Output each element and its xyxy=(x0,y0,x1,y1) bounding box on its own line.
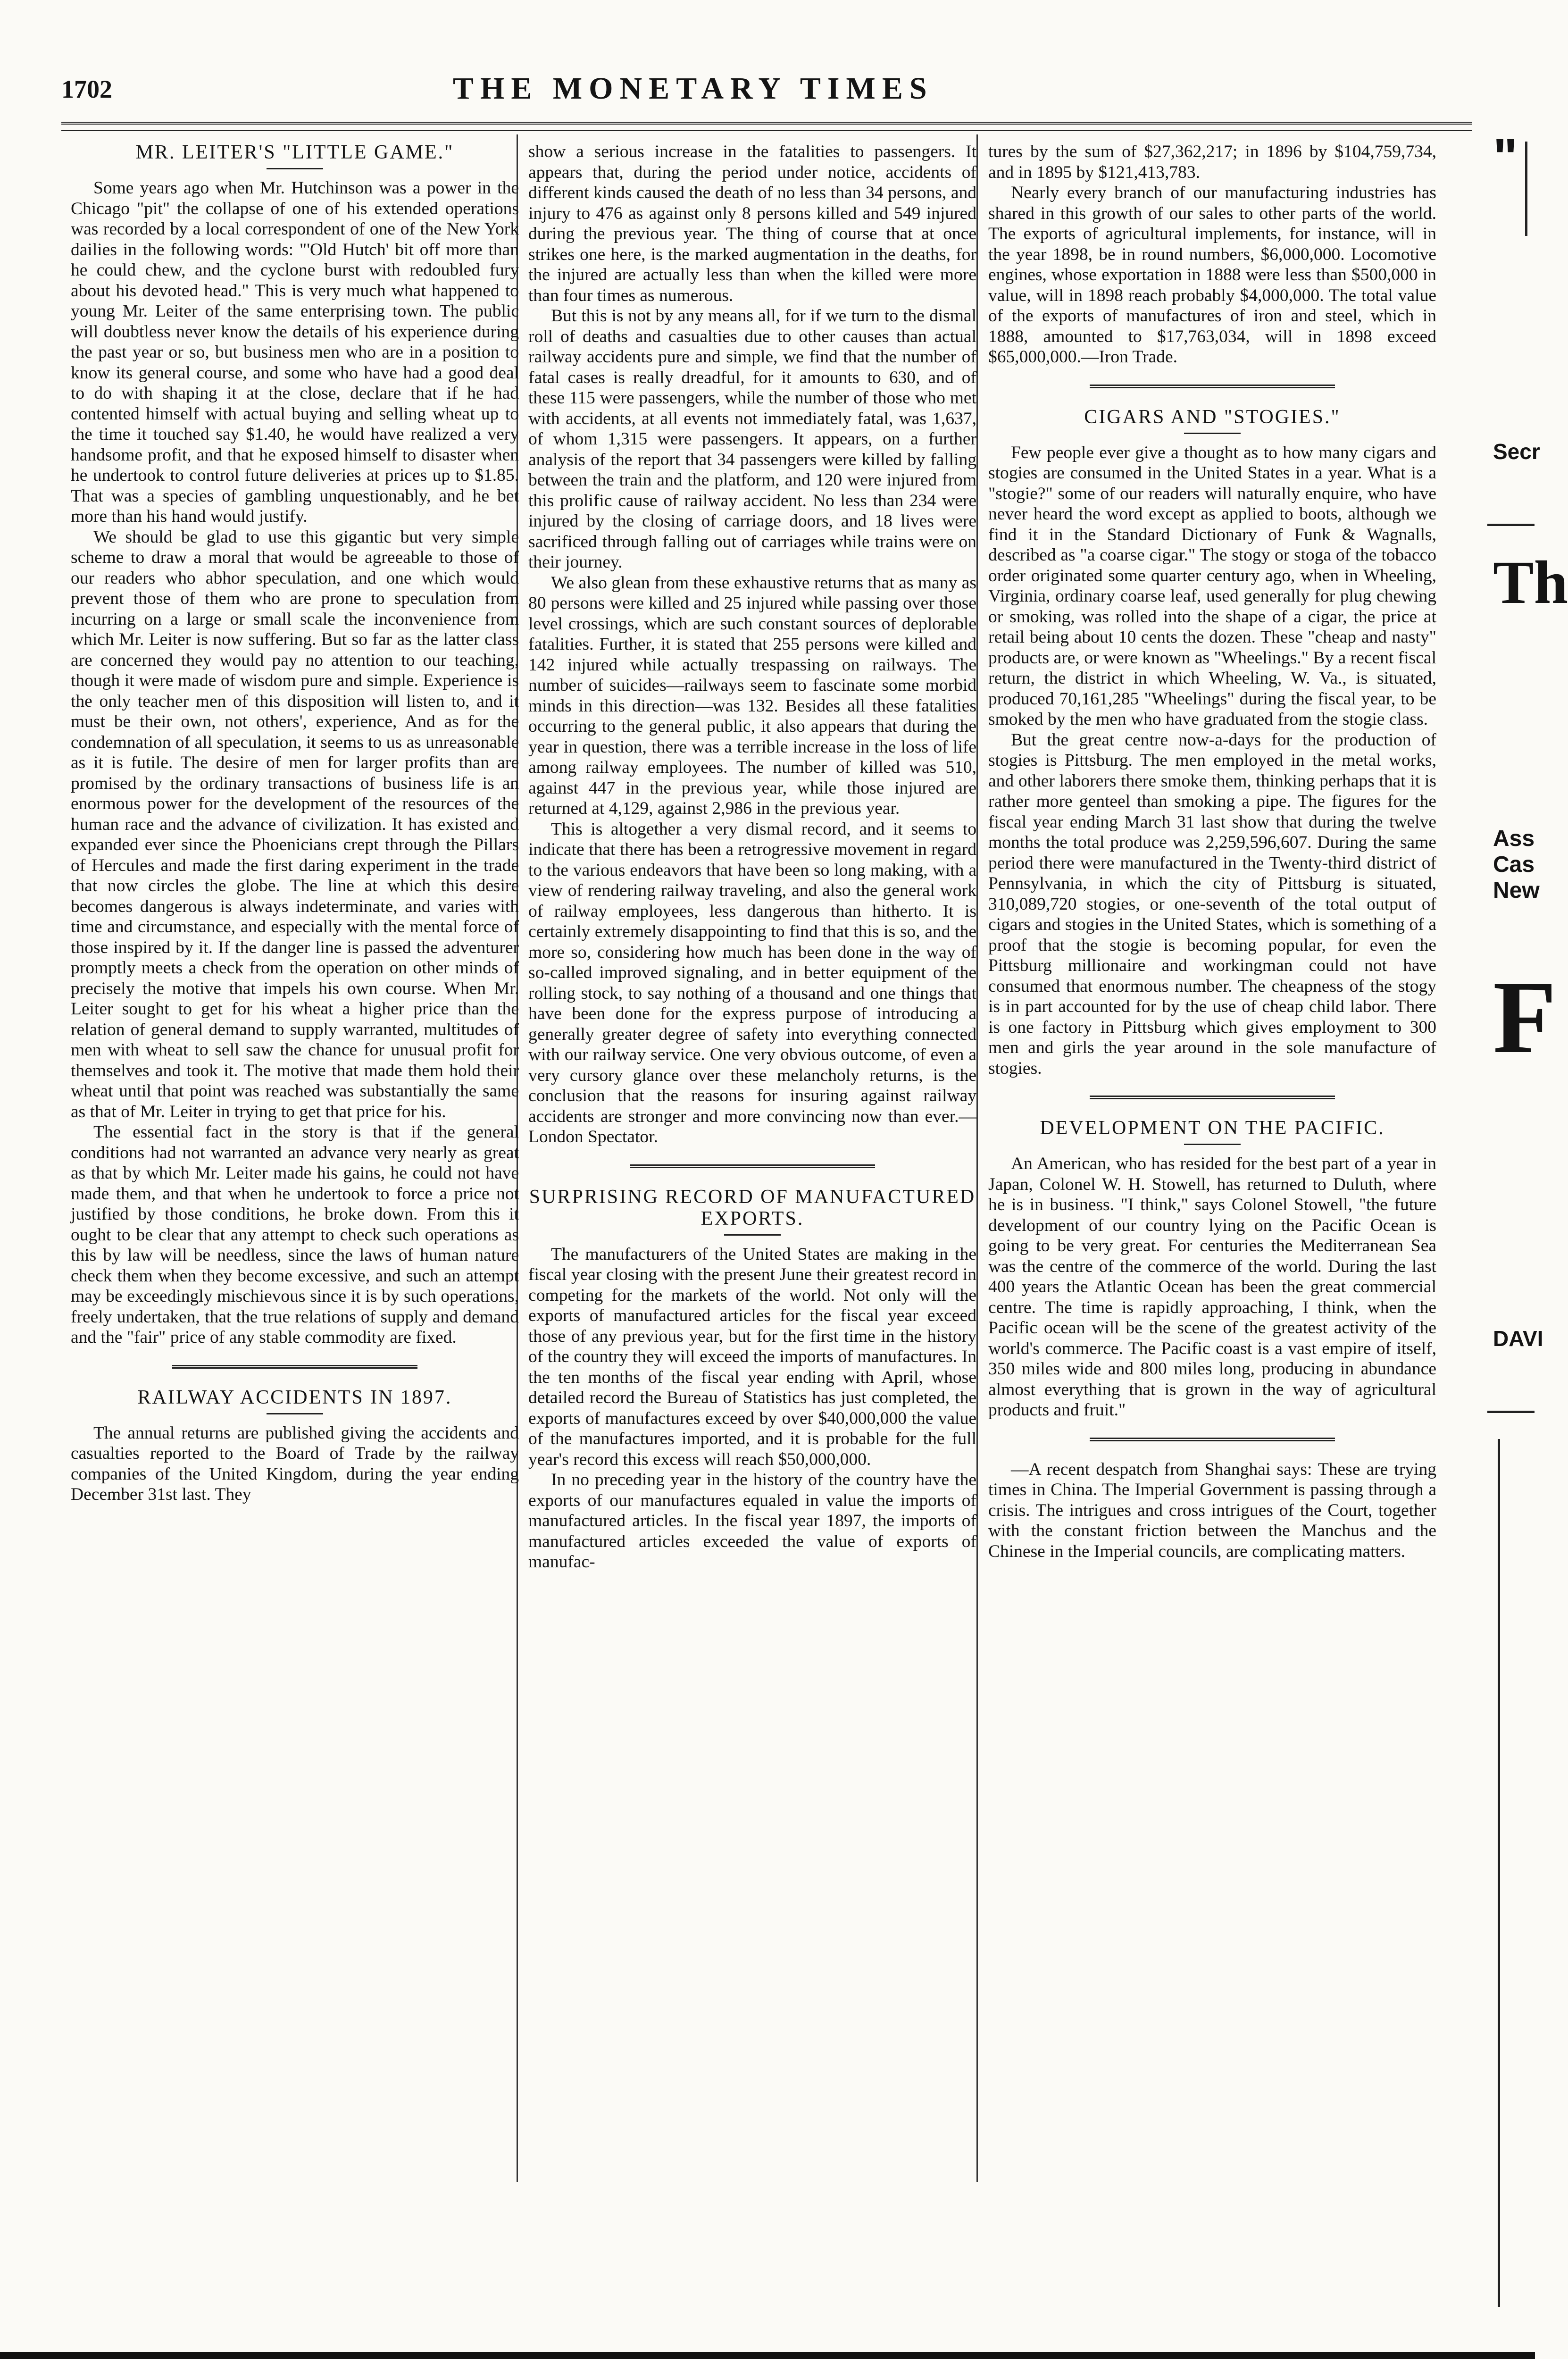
edge-rule xyxy=(1487,1411,1535,1413)
paragraph: The annual returns are published giving the accidents and casualties reported to the Board of Trade by the railway companies of the United Kingdom, during the year ending December 31st last. They xyxy=(71,1423,519,1504)
title-rule xyxy=(1184,433,1241,434)
paragraph-continued: show a serious increase in the fatalities to passengers. It appears that, during the period under notice, accidents of different kinds caused the death of no less than 34 persons, and injury to 476 as against only 8 persons killed and 549 injured during the previous year. The thing of course that at once strikes one here, is the marked augmentation in the deaths, for the injured are actually less than when the killed were more than four times as numerous. xyxy=(528,142,976,305)
paragraph: Nearly every branch of our manufacturing industries has shared in this growth of our sales to other parts of the world. The exports of agricultural implements, for instance, will in the year 1898, be in round numbers, $6,000,000. Locomotive engines, whose exportation in 1888 were less than $500,000 in value, will in 1898 reach probably $4,000,000. The total value of the exports of manufactures of iron and steel, which in 1888, amounted to $17,763,034, will in 1898 exceed $65,000,000.—Iron Trade. xyxy=(988,183,1436,367)
article-title: RAILWAY ACCIDENTS IN 1897. xyxy=(137,1386,452,1408)
edge-fragment: " xyxy=(1493,128,1518,186)
article-title: MR. LEITER'S "LITTLE GAME." xyxy=(135,142,454,163)
section-separator xyxy=(1090,1096,1335,1101)
edge-rule xyxy=(1487,524,1535,526)
edge-fragment: Ass xyxy=(1493,826,1535,851)
paragraph: We should be glad to use this gigantic but very simple scheme to draw a moral that would be agreeable to those of our readers who abhor speculation, and one which would prevent those of them who are prone to speculation from incurring on a large or small scale the inconvenience from which Mr. Leiter is now suffering. But so far as the latter class are concerned they would pay no attention to our teaching, though it were made of wisdom pure and simple. Experience is the only teacher men of this disposition will listen to, and it must be their own, not others', experience, And as for the condemnation of all speculation, it seems to us as unreasonable as it is futile. The desire of men for larger profits than are promised by the ordinary transactions of business life is an enormous power for the development of the resources of the human race and the advance of civilization. It has existed and expanded ever since the Phoenicians crept through the Pillars of Hercules and made the first daring experiment in the trade that now circles the globe. The line at which this desire becomes dangerous is always indeterminate, and varies with time and circumstance, and especially with the mental force of those inspired by it. If the danger line is passed the adventurer promptly meets a check from the operation on other minds of precisely the motive that impels his own course. When Mr. Leiter sought to get for his wheat a higher price than the relation of general demand to supply warranted, multitudes of men with wheat to sell saw the chance for unusual profit for themselves and took it. The motive that made them hold their wheat until that point was reached was substantially the same as that of Mr. Leiter in trying to get that price for his. xyxy=(71,527,519,1121)
edge-fragment: Secr xyxy=(1493,439,1540,464)
article-title: DEVELOPMENT ON THE PACIFIC. xyxy=(1040,1117,1385,1139)
paragraph: —A recent despatch from Shanghai says: These are trying times in China. The Imperial Government is passing through a crisis. The intrigues and cross intrigues of the Court, together with the constant friction between the Manchus and the Chinese in the Imperial councils, are complicating matters. xyxy=(988,1459,1436,1561)
section-separator xyxy=(1090,1438,1335,1443)
paragraph: We also glean from these exhaustive returns that as many as 80 persons were killed and 25 injured while passing over those level crossings, which are such constant sources of deplorable fatalities. Further, it is stated that 255 persons were killed and 142 injured while actually trespassing on railways. The number of suicides—railways seem to fascinate some morbid minds in this direction—was 132. Besides all these fatalities occurring to the general public, it also appears that during the year in question, there was a terrible increase in the loss of life among railway employees. The number of killed was 510, against 447 in the previous year, while those injured are returned at 4,129, against 2,986 in the previous year. xyxy=(528,573,976,818)
masthead xyxy=(61,71,1472,113)
column-2 xyxy=(528,142,976,1573)
edge-bar xyxy=(1498,1439,1500,2307)
edge-fragment: New xyxy=(1493,878,1540,903)
title-rule xyxy=(1184,1144,1241,1145)
edge-fragment: Th xyxy=(1493,549,1568,617)
paragraph: In no preceding year in the history of the country have the exports of our manufactures equaled in value the imports of manufactured articles. In the fiscal year 1897, the imports of manufactured articles exceeded the value of exports of manufac- xyxy=(528,1470,976,1572)
column-divider xyxy=(976,134,978,2182)
paragraph: But this is not by any means all, for if we turn to the dismal roll of deaths and casualties due to other causes than actual railway accidents pure and simple, we find that the number of fatal cases is really dreadful, for it amounts to 630, and of these 115 were passengers, while the number of those who met with accidents, at all events not immediately fatal, was 1,637, of whom 1,315 were passengers. It appears, on a further analysis of the report that 34 passengers were killed by falling between the train and the platform, and 120 were injured from this prolific cause of railway accident. No less than 234 were injured by the closing of carriage doors, and 18 lives were sacrificed through falling out of carriages while trains were on their journey. xyxy=(528,306,976,572)
adjacent-page-edge xyxy=(1484,0,1568,2359)
header-rule-thin xyxy=(61,130,1472,131)
column-1 xyxy=(71,142,519,1505)
section-separator xyxy=(1090,385,1335,390)
paragraph: Some years ago when Mr. Hutchinson was a power in the Chicago "pit" the collapse of one of his extended operations was recorded by a local correspondent of one of the New York dailies in the following words: "'Old Hutch' bit off more than he could chew, and the cyclone burst with redoubled fury about his devoted head." This is very much what happened to young Mr. Leiter of the same enterprising town. The public will doubtless never know the details of his experience during the past year or so, but business men who are in a position to know its general course, and some who have had a good deal to do with shaping it at the close, declare that if he had contented himself with actual buying and selling wheat up to the time it touched say $1.40, he would have realized a very handsome profit, and that he exposed himself to disaster when he undertook to control future deliveries at prices up to $1.85. That was a species of gambling unquestionably, and he bet more than his hand would justify. xyxy=(71,178,519,526)
edge-fragment: F xyxy=(1493,960,1557,1075)
header-rule xyxy=(61,122,1472,125)
scan-bottom-edge xyxy=(0,2352,1535,2359)
title-rule xyxy=(267,1413,323,1414)
edge-bar xyxy=(1525,142,1527,236)
title-rule xyxy=(724,1234,781,1236)
column-3 xyxy=(988,142,1436,1562)
edge-fragment: Cas xyxy=(1493,852,1535,877)
article-title: CIGARS AND "STOGIES." xyxy=(1084,406,1341,428)
newspaper-title: THE MONETARY TIMES xyxy=(453,71,934,106)
paragraph-continued: tures by the sum of $27,362,217; in 1896 by $104,759,734, and in 1895 by $121,413,783. xyxy=(988,142,1436,182)
edge-fragment: DAVI xyxy=(1493,1326,1543,1351)
article-title: SURPRISING RECORD OF MANUFACTURED EXPORTS. xyxy=(529,1186,976,1230)
paragraph: But the great centre now-a-days for the production of stogies is Pittsburg. The men employed in the metal works, and other laborers there smoke them, thinking perhaps that it is rather more genteel than smoking a pipe. The figures for the fiscal year ending March 31 last show that during the twelve months the total produce was 2,259,596,607. During the same period there were manufactured in the Twenty-third district of Pennsylvania, in which the city of Pittsburg is situated, 310,089,720 stogies, or one-seventh of the total output of cigars and stogies in the United States, which is something of a proof that the stogie is becoming popular, for even the Pittsburg millionaire and workingman could not have consumed that enormous number. The cheapness of the stogy is in part accounted for by the use of cheap child labor. There is one factory in Pittsburg which gives employment to 300 men and girls the year around in the sole manufacture of stogies. xyxy=(988,730,1436,1078)
paragraph: The manufacturers of the United States are making in the fiscal year closing with the present June their greatest record in competing for the markets of the world. Not only will the exports of manufactured articles for the fiscal year exceed those of any previous year, but for the first time in the history of the country they will exceed the imports of manufactures. In the ten months of the fiscal year ending with April, whose detailed record the Bureau of Statistics has just completed, the exports of manufactures exceed by over $40,000,000 the value of the manufactures imported, and it is probable for the full year's record this excess will reach $50,000,000. xyxy=(528,1244,976,1469)
paragraph: Few people ever give a thought as to how many cigars and stogies are consumed in the United States in a year. What is a "stogie?" some of our readers will naturally enquire, who have never heard the word except as applied to boots, although we find it in the Standard Dictionary of Funk & Wagnalls, described as "a coarse cigar." The stogy or stoga of the tobacco order originated some quarter century ago, when in Wheeling, Virginia, ordinary coarse leaf, used generally for plug chewing or smoking, was rolled into the shape of a cigar, the price at retail being about 10 cents the dozen. These "cheap and nasty" products are, or were known as "Wheelings." By a recent fiscal return, the district in which Wheeling, W. Va., is situated, produced 70,161,285 "Wheelings" during the fiscal year, to be smoked by the men who have graduated from the stogie class. xyxy=(988,443,1436,729)
paragraph: An American, who has resided for the best part of a year in Japan, Colonel W. H. Stowell, has returned to Duluth, where he is in business. "I think," says Colonel Stowell, "the future development of our country lying on the Pacific Ocean is going to be very great. For centuries the Mediterranean Sea was the centre of the commerce of the world. During the last 400 years the Atlantic Ocean has been the great commercial centre. The time is rapidly approaching, I think, when the Pacific ocean will be the scene of the greatest activity of the world's commerce. The Pacific coast is a vast empire of itself, 350 miles wide and 800 miles long, producing in abundance almost everything that is grown in the way of agricultural products and fruit." xyxy=(988,1154,1436,1420)
section-separator xyxy=(172,1365,417,1371)
section-separator xyxy=(630,1164,875,1170)
page-number: 1702 xyxy=(61,75,112,103)
title-rule xyxy=(267,168,323,169)
paragraph: The essential fact in the story is that if the general conditions had not warranted an advance very nearly as great as that by which Mr. Leiter made his gains, he could not have made them, and that when he undertook to force a price not justified by those conditions, he broke down. From this it ought to be clear that any attempt to check such operations as this by law will be needless, since the laws of human nature check them when they become excessive, and such an attempt may be exceedingly mischievous since it is by such operations, freely undertaken, that the true relations of supply and demand and the "fair" price of any stable commodity are fixed. xyxy=(71,1122,519,1347)
paragraph: This is altogether a very dismal record, and it seems to indicate that there has been a retrogressive movement in regard to the various endeavors that have been so long making, with a view of rendering railway traveling, and also the general work of railway employees, less dangerous than hitherto. It is certainly extremely disappointing to find that this is so, and the more so, considering how much has been done in the way of so-called improved signaling, and in better equipment of the rolling stock, to say nothing of a thousand and one things that have been done for the express purpose of introducing a generally greater degree of safety into everything connected with our railway service. One very obvious outcome, of even a very cursory glance over these melancholy returns, is the conclusion that the reasons for insuring against railway accidents are stronger and more convincing now than ever.—London Spectator. xyxy=(528,819,976,1146)
